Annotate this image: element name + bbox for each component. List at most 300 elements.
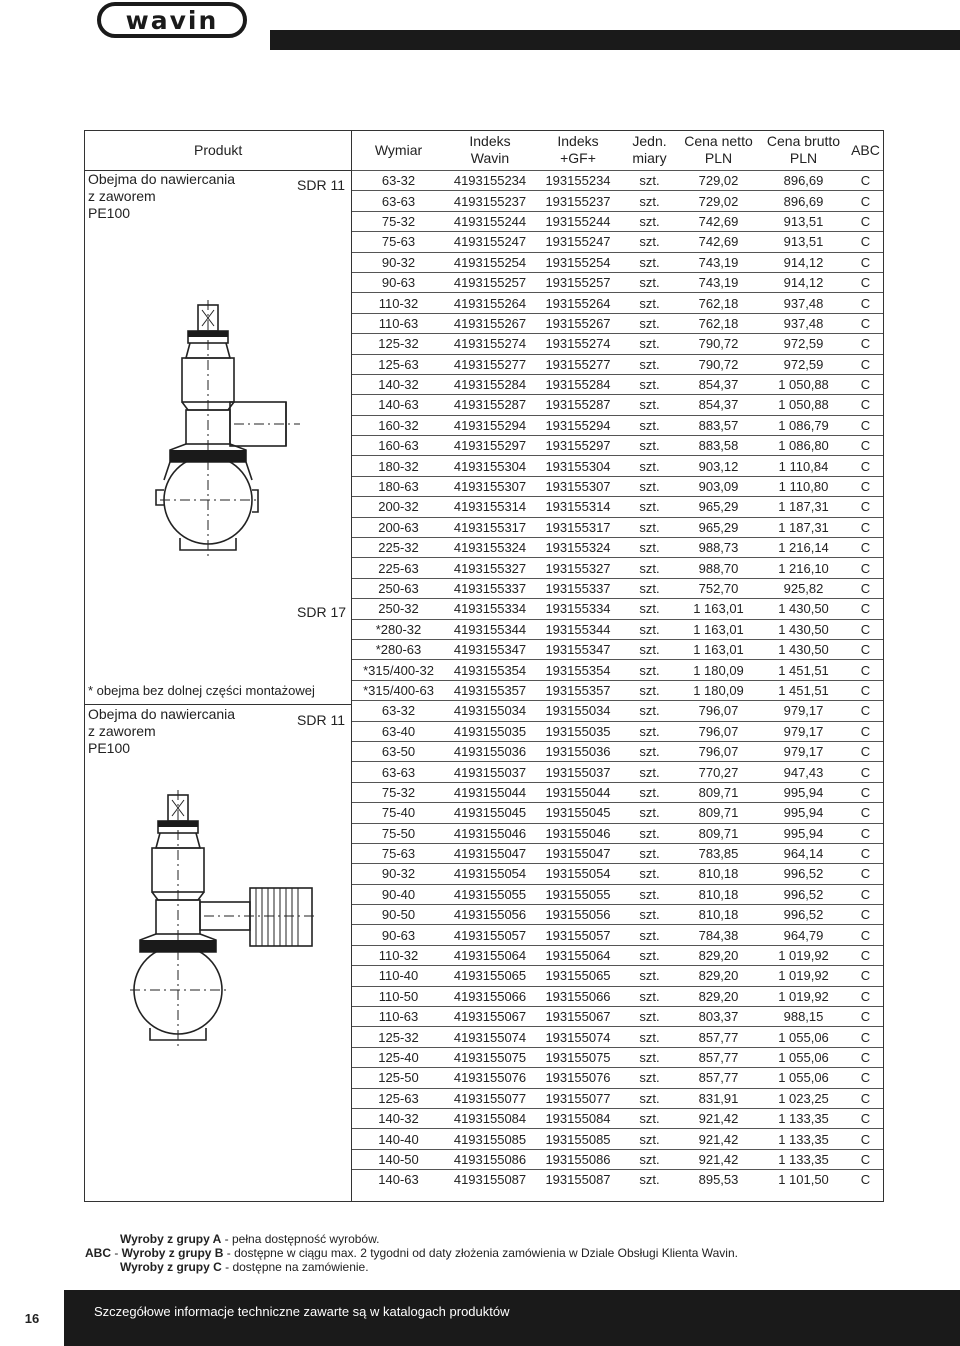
- cell-net-price: 790,72: [677, 334, 760, 354]
- cell-abc: C: [847, 803, 884, 823]
- cell-gross-price: 972,59: [760, 354, 847, 374]
- cell-unit: szt.: [622, 782, 677, 802]
- table-row: [351, 517, 884, 537]
- cell-size: 63-40: [351, 721, 446, 741]
- cell-index-wavin: 4193155327: [446, 558, 534, 578]
- cell-index-wavin: 4193155087: [446, 1170, 534, 1190]
- cell-index-wavin: 4193155254: [446, 252, 534, 272]
- cell-abc: C: [847, 395, 884, 415]
- cell-unit: szt.: [622, 313, 677, 333]
- cell-gross-price: 996,52: [760, 864, 847, 884]
- cell-net-price: 857,77: [677, 1068, 760, 1088]
- table-row: [351, 1088, 884, 1108]
- cell-net-price: 831,91: [677, 1088, 760, 1108]
- cell-gross-price: 947,43: [760, 762, 847, 782]
- cell-unit: szt.: [622, 905, 677, 925]
- table-row: [351, 843, 884, 863]
- cell-abc: C: [847, 415, 884, 435]
- cell-index-wavin: 4193155267: [446, 313, 534, 333]
- cell-index-wavin: 4193155067: [446, 1007, 534, 1027]
- cell-index-gf: 193155047: [534, 843, 622, 863]
- cell-abc: C: [847, 334, 884, 354]
- cell-net-price: 752,70: [677, 578, 760, 598]
- cell-index-wavin: 4193155314: [446, 497, 534, 517]
- cell-index-gf: 193155304: [534, 456, 622, 476]
- cell-gross-price: 979,17: [760, 701, 847, 721]
- cell-gross-price: 995,94: [760, 803, 847, 823]
- cell-unit: szt.: [622, 497, 677, 517]
- cell-net-price: 903,09: [677, 476, 760, 496]
- cell-gross-price: 896,69: [760, 191, 847, 211]
- cell-net-price: 921,42: [677, 1149, 760, 1169]
- cell-size: 63-63: [351, 191, 446, 211]
- cell-unit: szt.: [622, 843, 677, 863]
- cell-gross-price: 979,17: [760, 721, 847, 741]
- cell-abc: C: [847, 252, 884, 272]
- cell-net-price: 829,20: [677, 966, 760, 986]
- cell-size: 110-32: [351, 293, 446, 313]
- cell-unit: szt.: [622, 1108, 677, 1128]
- table-row: [351, 334, 884, 354]
- cell-net-price: 829,20: [677, 986, 760, 1006]
- cell-index-wavin: 4193155337: [446, 578, 534, 598]
- cell-index-gf: 193155044: [534, 782, 622, 802]
- col-header-unit: Jedn. miary: [632, 133, 667, 166]
- panel-section-divider: [84, 704, 351, 705]
- cell-index-wavin: 4193155057: [446, 925, 534, 945]
- cell-index-gf: 193155324: [534, 538, 622, 558]
- cell-index-wavin: 4193155076: [446, 1068, 534, 1088]
- valve-clamp-drawing-1: [150, 300, 310, 570]
- cell-unit: szt.: [622, 1027, 677, 1047]
- cell-index-gf: 193155084: [534, 1108, 622, 1128]
- cell-abc: C: [847, 538, 884, 558]
- cell-net-price: 809,71: [677, 823, 760, 843]
- cell-net-price: 854,37: [677, 374, 760, 394]
- cell-size: 160-63: [351, 436, 446, 456]
- cell-net-price: 743,19: [677, 252, 760, 272]
- cell-gross-price: 988,15: [760, 1007, 847, 1027]
- cell-net-price: 796,07: [677, 721, 760, 741]
- cell-index-wavin: 4193155234: [446, 171, 534, 191]
- table-row: [351, 313, 884, 333]
- valve-clamp-drawing-2: [150, 790, 320, 1060]
- table-row: [351, 415, 884, 435]
- cell-index-wavin: 4193155247: [446, 232, 534, 252]
- cell-index-gf: 193155085: [534, 1129, 622, 1149]
- cell-size: 110-63: [351, 1007, 446, 1027]
- cell-index-wavin: 4193155334: [446, 599, 534, 619]
- cell-index-gf: 193155267: [534, 313, 622, 333]
- cell-unit: szt.: [622, 252, 677, 272]
- cell-abc: C: [847, 599, 884, 619]
- cell-gross-price: 1 050,88: [760, 395, 847, 415]
- table-row: [351, 1170, 884, 1190]
- panel-left-border: [84, 130, 85, 1202]
- col-header-size: Wymiar: [374, 141, 423, 158]
- cell-index-wavin: 4193155297: [446, 436, 534, 456]
- cell-gross-price: 1 451,51: [760, 680, 847, 700]
- cell-unit: szt.: [622, 171, 677, 191]
- cell-unit: szt.: [622, 660, 677, 680]
- cell-unit: szt.: [622, 721, 677, 741]
- cell-abc: C: [847, 1149, 884, 1169]
- footnote: * obejma bez dolnej części montażowej: [88, 683, 315, 698]
- cell-index-gf: 193155244: [534, 211, 622, 231]
- cell-abc: C: [847, 1088, 884, 1108]
- cell-net-price: 790,72: [677, 354, 760, 374]
- cell-size: 90-63: [351, 925, 446, 945]
- cell-net-price: 742,69: [677, 232, 760, 252]
- cell-unit: szt.: [622, 1047, 677, 1067]
- cell-size: 125-50: [351, 1068, 446, 1088]
- cell-index-wavin: 4193155085: [446, 1129, 534, 1149]
- cell-abc: C: [847, 905, 884, 925]
- cell-gross-price: 1 187,31: [760, 517, 847, 537]
- cell-index-wavin: 4193155307: [446, 476, 534, 496]
- cell-unit: szt.: [622, 1170, 677, 1190]
- cell-unit: szt.: [622, 191, 677, 211]
- cell-gross-price: 1 050,88: [760, 374, 847, 394]
- table-row: [351, 1007, 884, 1027]
- panel-top-border: [84, 130, 351, 131]
- cell-net-price: 857,77: [677, 1047, 760, 1067]
- cell-gross-price: 1 055,06: [760, 1047, 847, 1067]
- cell-gross-price: 964,79: [760, 925, 847, 945]
- table-row: [351, 762, 884, 782]
- cell-unit: szt.: [622, 476, 677, 496]
- cell-unit: szt.: [622, 599, 677, 619]
- cell-size: 90-32: [351, 864, 446, 884]
- table-row: [351, 1129, 884, 1149]
- cell-index-gf: 193155327: [534, 558, 622, 578]
- cell-unit: szt.: [622, 578, 677, 598]
- table-row: [351, 619, 884, 639]
- cell-abc: C: [847, 864, 884, 884]
- cell-unit: szt.: [622, 456, 677, 476]
- cell-index-gf: 193155057: [534, 925, 622, 945]
- cell-net-price: 854,37: [677, 395, 760, 415]
- cell-abc: C: [847, 191, 884, 211]
- cell-net-price: 921,42: [677, 1108, 760, 1128]
- cell-unit: szt.: [622, 1129, 677, 1149]
- table-row: [351, 701, 884, 721]
- cell-unit: szt.: [622, 354, 677, 374]
- cell-net-price: 783,85: [677, 843, 760, 863]
- cell-index-gf: 193155054: [534, 864, 622, 884]
- table-row: [351, 436, 884, 456]
- cell-index-wavin: 4193155277: [446, 354, 534, 374]
- cell-net-price: 988,73: [677, 538, 760, 558]
- cell-index-gf: 193155344: [534, 619, 622, 639]
- cell-size: 90-32: [351, 252, 446, 272]
- cell-net-price: 796,07: [677, 741, 760, 761]
- cell-unit: szt.: [622, 272, 677, 292]
- cell-gross-price: 1 451,51: [760, 660, 847, 680]
- cell-size: 250-63: [351, 578, 446, 598]
- table-row: [351, 741, 884, 761]
- table-row: [351, 171, 884, 191]
- sdr-label-2: SDR 17: [297, 604, 347, 620]
- cell-abc: C: [847, 1068, 884, 1088]
- cell-gross-price: 1 430,50: [760, 599, 847, 619]
- cell-gross-price: 1 110,84: [760, 456, 847, 476]
- cell-size: 140-63: [351, 395, 446, 415]
- cell-size: 140-50: [351, 1149, 446, 1169]
- legend-abc-label: ABC: [85, 1246, 111, 1260]
- cell-unit: szt.: [622, 701, 677, 721]
- cell-index-gf: 193155046: [534, 823, 622, 843]
- cell-index-wavin: 4193155086: [446, 1149, 534, 1169]
- table-row: [351, 884, 884, 904]
- cell-index-wavin: 4193155257: [446, 272, 534, 292]
- cell-unit: szt.: [622, 762, 677, 782]
- cell-unit: szt.: [622, 232, 677, 252]
- cell-size: 90-50: [351, 905, 446, 925]
- cell-abc: C: [847, 701, 884, 721]
- cell-index-gf: 193155234: [534, 171, 622, 191]
- cell-size: 125-40: [351, 1047, 446, 1067]
- cell-index-gf: 193155264: [534, 293, 622, 313]
- cell-unit: szt.: [622, 619, 677, 639]
- cell-net-price: 803,37: [677, 1007, 760, 1027]
- cell-net-price: 857,77: [677, 1027, 760, 1047]
- cell-abc: C: [847, 884, 884, 904]
- cell-index-wavin: 4193155274: [446, 334, 534, 354]
- cell-gross-price: 1 086,79: [760, 415, 847, 435]
- cell-gross-price: 1 055,06: [760, 1068, 847, 1088]
- cell-size: 140-32: [351, 1108, 446, 1128]
- cell-index-gf: 193155274: [534, 334, 622, 354]
- cell-index-gf: 193155257: [534, 272, 622, 292]
- cell-gross-price: 1 187,31: [760, 497, 847, 517]
- cell-gross-price: 964,14: [760, 843, 847, 863]
- cell-abc: C: [847, 374, 884, 394]
- cell-size: 225-63: [351, 558, 446, 578]
- cell-size: 160-32: [351, 415, 446, 435]
- table-row: [351, 721, 884, 741]
- cell-gross-price: 937,48: [760, 313, 847, 333]
- table-row: [351, 823, 884, 843]
- cell-index-wavin: 4193155074: [446, 1027, 534, 1047]
- cell-gross-price: 1 133,35: [760, 1108, 847, 1128]
- cell-unit: szt.: [622, 1149, 677, 1169]
- cell-size: 90-63: [351, 272, 446, 292]
- cell-net-price: 965,29: [677, 517, 760, 537]
- cell-abc: C: [847, 782, 884, 802]
- cell-abc: C: [847, 171, 884, 191]
- cell-unit: szt.: [622, 639, 677, 659]
- cell-net-price: 903,12: [677, 456, 760, 476]
- cell-abc: C: [847, 354, 884, 374]
- table-row: [351, 1149, 884, 1169]
- cell-index-gf: 193155035: [534, 721, 622, 741]
- cell-index-gf: 193155307: [534, 476, 622, 496]
- cell-gross-price: 1 101,50: [760, 1170, 847, 1190]
- cell-size: 110-40: [351, 966, 446, 986]
- cell-index-gf: 193155247: [534, 232, 622, 252]
- cell-index-gf: 193155065: [534, 966, 622, 986]
- cell-net-price: 743,19: [677, 272, 760, 292]
- table-row: [351, 293, 884, 313]
- cell-index-wavin: 4193155264: [446, 293, 534, 313]
- cell-unit: szt.: [622, 966, 677, 986]
- cell-index-wavin: 4193155294: [446, 415, 534, 435]
- cell-size: 63-32: [351, 701, 446, 721]
- cell-gross-price: 914,12: [760, 252, 847, 272]
- cell-index-gf: 193155354: [534, 660, 622, 680]
- cell-size: 63-63: [351, 762, 446, 782]
- cell-unit: szt.: [622, 211, 677, 231]
- cell-index-gf: 193155237: [534, 191, 622, 211]
- product-header: Produkt: [194, 142, 243, 158]
- col-header-gross-price: Cena brutto PLN: [766, 133, 841, 166]
- table-row: [351, 782, 884, 802]
- table-row: [351, 538, 884, 558]
- cell-unit: szt.: [622, 395, 677, 415]
- cell-gross-price: 1 019,92: [760, 945, 847, 965]
- cell-index-gf: 193155037: [534, 762, 622, 782]
- cell-size: 200-63: [351, 517, 446, 537]
- footer-note: Szczegółowe informacje techniczne zawarte są w katalogach produktów: [94, 1304, 510, 1319]
- table-row: [351, 1027, 884, 1047]
- cell-size: 110-32: [351, 945, 446, 965]
- cell-size: 250-32: [351, 599, 446, 619]
- cell-abc: C: [847, 966, 884, 986]
- cell-gross-price: 1 019,92: [760, 966, 847, 986]
- page-footer: [0, 1290, 960, 1346]
- cell-size: *315/400-63: [351, 680, 446, 700]
- cell-abc: C: [847, 313, 884, 333]
- cell-abc: C: [847, 986, 884, 1006]
- table-row: [351, 1068, 884, 1088]
- cell-unit: szt.: [622, 538, 677, 558]
- cell-unit: szt.: [622, 823, 677, 843]
- cell-abc: C: [847, 945, 884, 965]
- cell-size: *280-32: [351, 619, 446, 639]
- cell-abc: C: [847, 639, 884, 659]
- cell-size: 63-32: [351, 171, 446, 191]
- table-row: [351, 191, 884, 211]
- cell-size: 125-63: [351, 1088, 446, 1108]
- cell-size: 75-32: [351, 782, 446, 802]
- cell-net-price: 988,70: [677, 558, 760, 578]
- cell-net-price: 770,27: [677, 762, 760, 782]
- wavin-logo: wavin: [97, 2, 247, 38]
- col-header-net-price: Cena netto PLN: [684, 133, 753, 166]
- cell-index-wavin: 4193155284: [446, 374, 534, 394]
- cell-abc: C: [847, 1047, 884, 1067]
- cell-gross-price: 1 086,80: [760, 436, 847, 456]
- cell-net-price: 762,18: [677, 293, 760, 313]
- cell-gross-price: 913,51: [760, 211, 847, 231]
- cell-index-gf: 193155067: [534, 1007, 622, 1027]
- cell-abc: C: [847, 497, 884, 517]
- table-row: [351, 660, 884, 680]
- cell-index-wavin: 4193155347: [446, 639, 534, 659]
- cell-abc: C: [847, 578, 884, 598]
- table-row: [351, 232, 884, 252]
- cell-gross-price: 1 133,35: [760, 1149, 847, 1169]
- panel-bottom-border: [84, 1201, 351, 1202]
- legend-row-a: Wyroby z grupy A - pełna dostępność wyrobów.: [120, 1232, 380, 1246]
- cell-gross-price: 995,94: [760, 823, 847, 843]
- table-row: [351, 986, 884, 1006]
- cell-index-gf: 193155074: [534, 1027, 622, 1047]
- cell-index-gf: 193155277: [534, 354, 622, 374]
- cell-net-price: 1 163,01: [677, 619, 760, 639]
- table-row: [351, 476, 884, 496]
- cell-unit: szt.: [622, 517, 677, 537]
- cell-net-price: 965,29: [677, 497, 760, 517]
- cell-gross-price: 1 019,92: [760, 986, 847, 1006]
- cell-index-gf: 193155284: [534, 374, 622, 394]
- cell-size: 125-32: [351, 1027, 446, 1047]
- cell-index-wavin: 4193155237: [446, 191, 534, 211]
- col-header-abc: ABC: [851, 141, 880, 158]
- legend-row-b: ABC - Wyroby z grupy B - dostępne w ciągu max. 2 tygodni od daty złożenia zamówienia w Dziale Obsługi Klienta Wavin.: [85, 1246, 738, 1260]
- cell-index-wavin: 4193155324: [446, 538, 534, 558]
- cell-index-gf: 193155334: [534, 599, 622, 619]
- table-row: [351, 252, 884, 272]
- cell-abc: C: [847, 823, 884, 843]
- cell-abc: C: [847, 211, 884, 231]
- cell-unit: szt.: [622, 1068, 677, 1088]
- cell-unit: szt.: [622, 415, 677, 435]
- cell-index-wavin: 4193155035: [446, 721, 534, 741]
- page-header: [0, 0, 960, 60]
- table-row: [351, 578, 884, 598]
- cell-size: 140-63: [351, 1170, 446, 1190]
- cell-index-wavin: 4193155304: [446, 456, 534, 476]
- product-description-2: Obejma do nawiercania z zaworem PE100: [88, 706, 236, 756]
- cell-index-gf: 193155077: [534, 1088, 622, 1108]
- cell-abc: C: [847, 762, 884, 782]
- cell-unit: szt.: [622, 436, 677, 456]
- cell-index-gf: 193155254: [534, 252, 622, 272]
- table-row: [351, 456, 884, 476]
- cell-gross-price: 1 055,06: [760, 1027, 847, 1047]
- cell-net-price: 1 163,01: [677, 639, 760, 659]
- cell-size: 180-63: [351, 476, 446, 496]
- table-row: [351, 680, 884, 700]
- table-row: [351, 864, 884, 884]
- cell-unit: szt.: [622, 803, 677, 823]
- table-row: [351, 374, 884, 394]
- table-row: [351, 354, 884, 374]
- cell-unit: szt.: [622, 334, 677, 354]
- table-row: [351, 639, 884, 659]
- table-row: [351, 395, 884, 415]
- cell-gross-price: 925,82: [760, 578, 847, 598]
- table-row: [351, 905, 884, 925]
- cell-gross-price: 1 216,10: [760, 558, 847, 578]
- cell-net-price: 810,18: [677, 905, 760, 925]
- cell-index-wavin: 4193155287: [446, 395, 534, 415]
- cell-size: 75-32: [351, 211, 446, 231]
- legend-row-c: Wyroby z grupy C - dostępne na zamówienie.: [120, 1260, 369, 1274]
- cell-abc: C: [847, 660, 884, 680]
- cell-gross-price: 937,48: [760, 293, 847, 313]
- cell-net-price: 1 180,09: [677, 680, 760, 700]
- cell-index-gf: 193155294: [534, 415, 622, 435]
- cell-size: 75-40: [351, 803, 446, 823]
- cell-size: 125-32: [351, 334, 446, 354]
- cell-unit: szt.: [622, 741, 677, 761]
- cell-index-gf: 193155064: [534, 945, 622, 965]
- table-row: [351, 1108, 884, 1128]
- cell-gross-price: 995,94: [760, 782, 847, 802]
